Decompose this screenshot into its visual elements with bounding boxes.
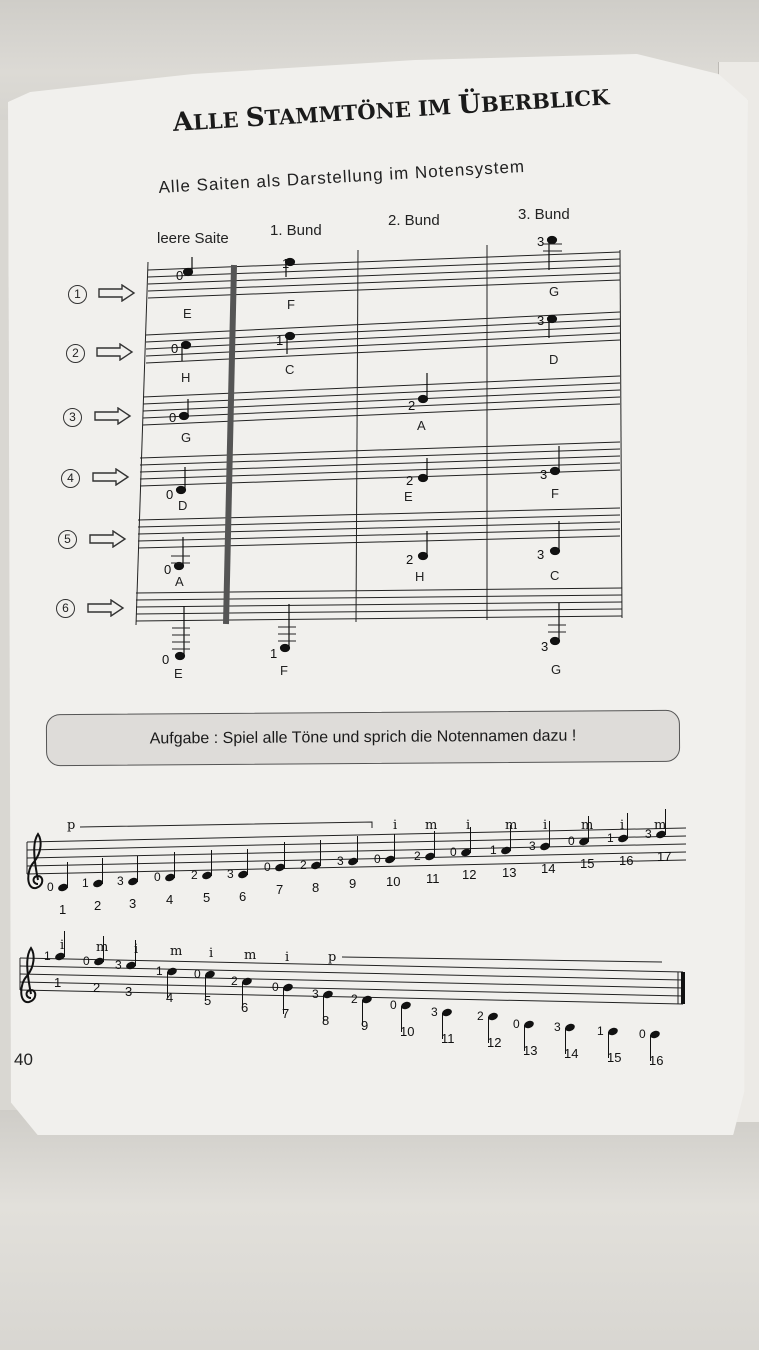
string-number-6: 6	[56, 599, 75, 618]
fret-number: 3	[541, 639, 549, 654]
fret-number: 0	[166, 487, 174, 502]
note-name: H	[415, 569, 425, 584]
task-text: Aufgabe : Spiel alle Töne und sprich die Notennamen dazu !	[149, 727, 577, 748]
note-number: 16	[619, 853, 634, 868]
fret-number: 3	[537, 547, 545, 562]
treble-clef-icon	[21, 948, 35, 1002]
note-name: G	[551, 662, 562, 677]
fret-number: 2	[300, 858, 307, 872]
fingering-mark: i	[543, 818, 548, 833]
note-stem	[64, 931, 65, 957]
title-word-4: ÜBERBLICK	[457, 84, 611, 121]
note-name: H	[181, 370, 191, 385]
note-number: 7	[282, 1006, 290, 1021]
note-number: 6	[239, 889, 247, 904]
header-fret-1: 1. Bund	[270, 222, 322, 239]
fret-number: 3	[537, 234, 545, 249]
note-number: 15	[580, 856, 595, 871]
fret-number: 0	[154, 870, 161, 884]
fret-number: 0	[171, 341, 179, 356]
fret-number: 0	[374, 852, 381, 866]
title-word-1: ALLE	[172, 106, 240, 138]
fingering-mark: i	[393, 818, 398, 833]
fret-number: 1	[270, 646, 278, 661]
note-name: C	[550, 568, 560, 583]
task-box	[46, 710, 680, 766]
note-number: 3	[125, 984, 133, 999]
fret-number: 0	[513, 1017, 520, 1031]
note-name: E	[174, 666, 183, 681]
fret-number: 2	[406, 552, 414, 567]
staff-string-4	[140, 442, 620, 486]
fret-number: 2	[406, 473, 414, 488]
note-number: 12	[487, 1035, 502, 1050]
fingering-mark: i	[466, 818, 471, 833]
header-fret-2: 2. Bund	[388, 212, 440, 229]
fret-number: 1	[282, 256, 290, 271]
fret-number: 1	[44, 949, 51, 963]
note-number: 8	[312, 880, 320, 895]
note-name: D	[549, 352, 559, 367]
staff-string-6	[136, 588, 622, 621]
note-number: 1	[59, 902, 67, 917]
note-number: 17	[657, 849, 672, 864]
fret-number: 0	[169, 410, 177, 425]
fret-number: 0	[164, 562, 172, 577]
fret-number: 1	[156, 964, 163, 978]
note-number: 16	[649, 1053, 664, 1068]
note-stem	[320, 840, 321, 866]
note-number: 13	[523, 1043, 538, 1058]
string-number-3: 3	[63, 408, 82, 427]
note-name: D	[178, 498, 188, 513]
note-number: 4	[166, 892, 174, 907]
note-number: 7	[276, 882, 284, 897]
fret-number: 3	[540, 467, 548, 482]
fret-number: 3	[537, 313, 545, 328]
note-number: 10	[386, 874, 401, 889]
string-number-5: 5	[58, 530, 77, 549]
fret-number: 0	[264, 860, 271, 874]
note-number: 11	[426, 871, 440, 886]
note-name: G	[549, 284, 560, 299]
fret-number: 2	[351, 992, 358, 1006]
note-name: F	[280, 663, 288, 678]
fret-number: 1	[597, 1024, 604, 1038]
note-number: 10	[400, 1024, 415, 1039]
fingering-mark: i	[285, 950, 290, 965]
fingering-mark: i	[60, 938, 65, 953]
fingering-mark: i	[620, 818, 625, 833]
fret-number: 2	[408, 398, 416, 413]
fret-number: 3	[645, 827, 652, 841]
fret-number: 0	[568, 834, 575, 848]
fingering-mark: m	[170, 944, 183, 959]
note-number: 12	[462, 867, 477, 882]
fingering-mark: m	[244, 948, 257, 963]
staff-string-3	[143, 376, 620, 425]
note-number: 15	[607, 1050, 622, 1065]
fret-number: 3	[227, 867, 234, 881]
staff-string-5	[138, 508, 620, 548]
note-number: 9	[349, 876, 357, 891]
fingering-mark: p	[328, 950, 337, 965]
fret-number: 0	[194, 967, 201, 981]
note-stem	[211, 850, 212, 876]
note-number: 1	[54, 975, 62, 990]
note-name: G	[181, 430, 192, 445]
fret-number: 0	[272, 980, 279, 994]
note-stem	[102, 858, 103, 884]
fret-number: 3	[337, 854, 344, 868]
title-word-3: IM	[417, 93, 452, 121]
header-open-string: leere Saite	[157, 230, 229, 247]
fret-number: 3	[554, 1020, 561, 1034]
note-name: F	[287, 297, 295, 312]
fret-number: 3	[117, 874, 124, 888]
fret-number: 3	[529, 839, 536, 853]
fret-number: 2	[191, 868, 198, 882]
note-number: 14	[541, 861, 556, 876]
note-stem	[627, 813, 628, 839]
fingering-mark: m	[505, 818, 518, 833]
fret-number: 3	[115, 958, 122, 972]
fret-number: 0	[83, 954, 90, 968]
note-number: 4	[166, 990, 174, 1005]
note-number: 2	[94, 898, 102, 913]
note-number: 13	[502, 865, 517, 880]
note-stem	[434, 831, 435, 857]
fingering-mark: p	[67, 818, 76, 833]
note-number: 2	[93, 980, 101, 995]
fingering-mark: m	[96, 940, 109, 955]
note-number: 11	[441, 1031, 455, 1046]
note-stem	[470, 827, 471, 853]
header-fret-3: 3. Bund	[518, 206, 570, 223]
fret-number: 1	[607, 831, 614, 845]
fret-number: 0	[450, 845, 457, 859]
note-stem	[174, 852, 175, 878]
note-name: A	[175, 574, 184, 589]
note-stem	[549, 821, 550, 847]
note-stem	[247, 849, 248, 875]
fret-number: 0	[162, 652, 170, 667]
note-name: F	[551, 486, 559, 501]
page-subtitle: Alle Saiten als Darstellung im Notensystem	[158, 156, 526, 197]
string-number-4: 4	[61, 469, 80, 488]
fret-number: 1	[276, 333, 284, 348]
title-word-2: STAMMTÖNE	[244, 96, 412, 134]
fret-number: 0	[390, 998, 397, 1012]
fret-number: 0	[47, 880, 54, 894]
note-stem	[284, 842, 285, 868]
fret-number: 0	[176, 268, 184, 283]
note-number: 5	[203, 890, 211, 905]
fret-number: 2	[231, 974, 238, 988]
note-number: 8	[322, 1013, 330, 1028]
string-number-1: 1	[68, 285, 87, 304]
note-number: 5	[204, 993, 212, 1008]
note-number: 14	[564, 1046, 579, 1061]
note-number: 3	[129, 896, 137, 911]
note-number: 6	[241, 1000, 249, 1015]
note-name: A	[417, 418, 426, 433]
note-stem	[137, 856, 138, 882]
note-number: 9	[361, 1018, 369, 1033]
fingering-mark: m	[654, 818, 667, 833]
fret-number: 1	[82, 876, 89, 890]
note-stem	[67, 862, 68, 888]
fret-number: 3	[431, 1005, 438, 1019]
fingering-mark: i	[209, 946, 214, 961]
fingering-mark: i	[134, 942, 139, 957]
fret-number: 2	[414, 849, 421, 863]
string-number-2: 2	[66, 344, 85, 363]
fret-number: 2	[477, 1009, 484, 1023]
note-stem	[357, 836, 358, 862]
note-name: E	[404, 489, 413, 504]
fingering-mark: m	[581, 818, 594, 833]
note-name: E	[183, 306, 192, 321]
fret-number: 1	[490, 843, 497, 857]
note-name: C	[285, 362, 295, 377]
fret-number: 0	[639, 1027, 646, 1041]
fret-number: 3	[312, 987, 319, 1001]
note-stem	[394, 834, 395, 860]
fingering-mark: m	[425, 818, 438, 833]
page-number: 40	[14, 1050, 33, 1069]
